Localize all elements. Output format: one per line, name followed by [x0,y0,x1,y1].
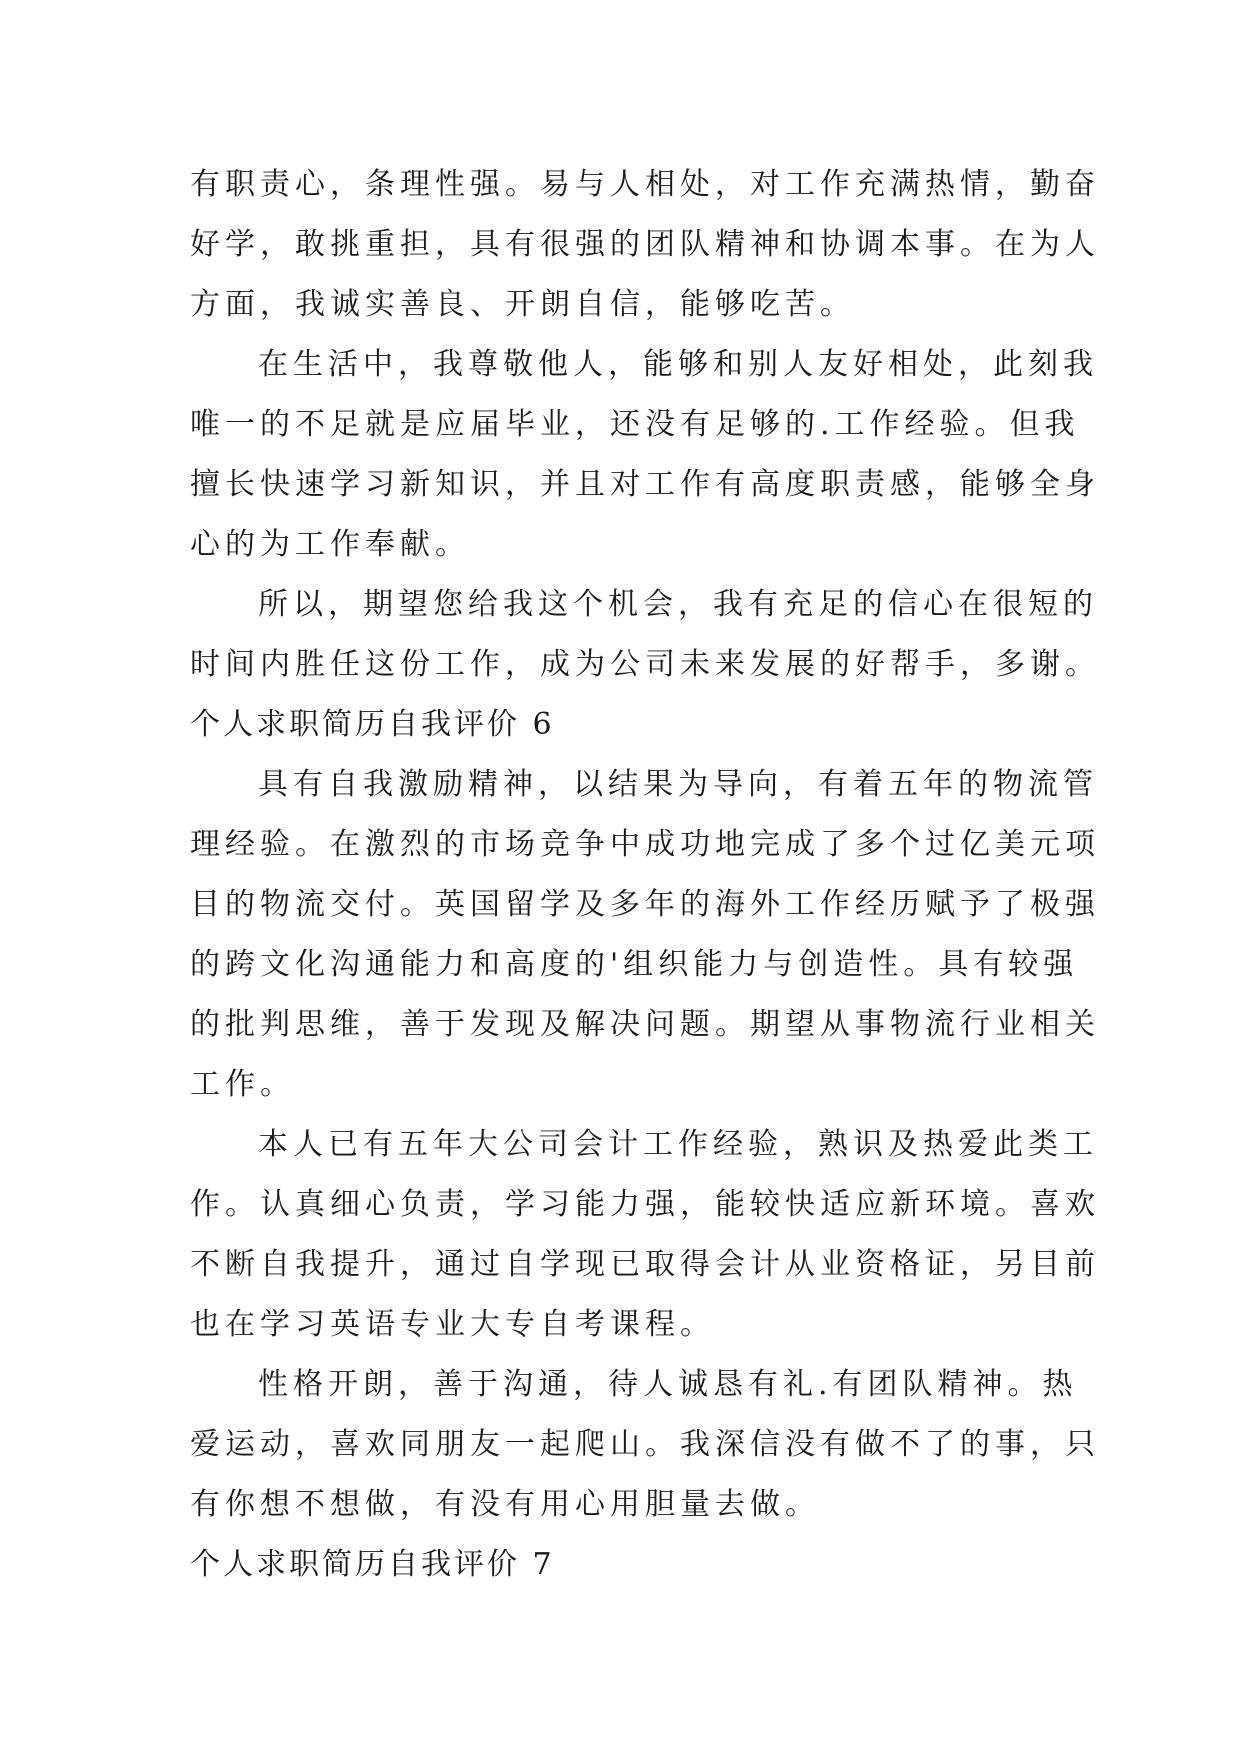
paragraph-line: 擅长快速学习新知识，并且对工作有高度职责感，能够全身 [190,467,1100,502]
section-heading: 个人求职简历自我评价 7 [190,1547,555,1582]
paragraph-line: 有职责心，条理性强。易与人相处，对工作充满热情，勤奋 [190,167,1100,202]
paragraph-line: 工作。 [190,1067,295,1102]
section-heading: 个人求职简历自我评价 6 [190,707,555,742]
paragraph-line: 具有自我激励精神，以结果为导向，有着五年的物流管 [258,767,1098,802]
paragraph-line: 的批判思维，善于发现及解决问题。期望从事物流行业相关 [190,1007,1100,1042]
paragraph-line: 爱运动，喜欢同朋友一起爬山。我深信没有做不了的事，只 [190,1427,1100,1462]
paragraph-line: 的跨文化沟通能力和高度的'组织能力与创造性。具有较强 [190,947,1079,982]
paragraph-line: 所以，期望您给我这个机会，我有充足的信心在很短的 [258,587,1098,622]
document-body [190,155,1100,1595]
paragraph-line: 不断自我提升，通过自学现已取得会计从业资格证，另目前 [190,1247,1100,1282]
paragraph-line: 目的物流交付。英国留学及多年的海外工作经历赋予了极强 [190,887,1100,922]
paragraph-line: 理经验。在激烈的市场竞争中成功地完成了多个过亿美元项 [190,827,1100,862]
paragraph-line: 作。认真细心负责，学习能力强，能较快适应新环境。喜欢 [190,1187,1100,1222]
paragraph-line: 方面，我诚实善良、开朗自信，能够吃苦。 [190,287,855,322]
paragraph-line: 也在学习英语专业大专自考课程。 [190,1307,715,1342]
paragraph-line: 心的为工作奉献。 [190,527,470,562]
paragraph-line: 在生活中，我尊敬他人，能够和别人友好相处，此刻我 [258,347,1098,382]
paragraph-line: 性格开朗，善于沟通，待人诚恳有礼.有团队精神。热 [258,1367,1078,1402]
paragraph-line: 本人已有五年大公司会计工作经验，熟识及热爱此类工 [258,1127,1098,1162]
paragraph-line: 有你想不想做，有没有用心用胆量去做。 [190,1487,820,1522]
paragraph-line: 好学，敢挑重担，具有很强的团队精神和协调本事。在为人 [190,227,1100,262]
paragraph-line: 唯一的不足就是应届毕业，还没有足够的.工作经验。但我 [190,407,1080,442]
paragraph-line: 时间内胜任这份工作，成为公司未来发展的好帮手，多谢。 [190,647,1100,682]
